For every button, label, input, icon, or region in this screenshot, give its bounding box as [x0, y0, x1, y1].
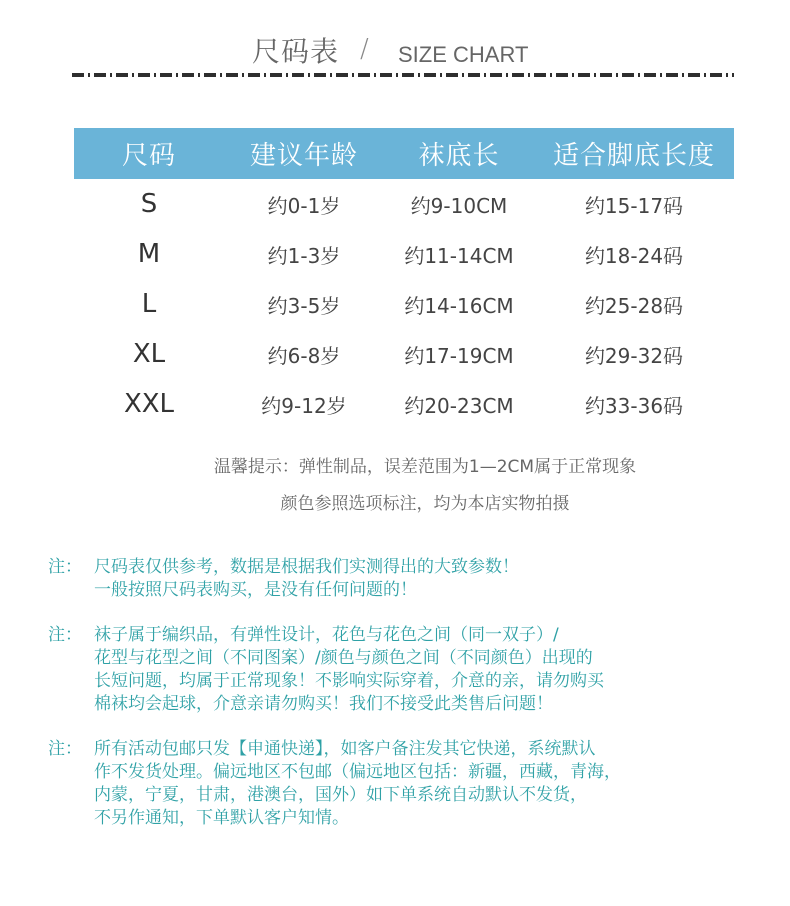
size-table	[74, 128, 734, 429]
cell-foot-length: 约29-32码	[584, 343, 684, 368]
cell-size: S	[140, 189, 158, 219]
header-sock-length: 袜底长	[384, 128, 534, 179]
cell-sock-length: 约20-23CM	[404, 393, 514, 418]
note-line: 棉袜均会起球，介意亲请勿购买！我们不接受此类售后问题！	[94, 694, 553, 714]
cell-age: 约0-1岁	[267, 193, 341, 218]
cell-sock-length: 约17-19CM	[404, 343, 514, 368]
note-line: 长短问题，均属于正常现象！不影响实际穿着，介意的亲，请勿购买	[94, 671, 604, 691]
note-size-reference	[48, 556, 768, 602]
title-separator: /	[360, 34, 369, 64]
table-row	[74, 329, 734, 379]
table-row	[74, 179, 734, 229]
cell-sock-length: 约11-14CM	[404, 243, 514, 268]
notes-section	[48, 556, 768, 852]
cell-sock-length: 约9-10CM	[410, 193, 508, 218]
tip-color: 颜色参照选项标注，均为本店实物拍摄	[280, 494, 570, 514]
cell-foot-length: 约15-17码	[584, 193, 684, 218]
header-age: 建议年龄	[224, 128, 384, 179]
note-line: 袜子属于编织品，有弹性设计，花色与花色之间（同一双子）/	[94, 625, 559, 645]
title-chinese: 尺码表	[252, 35, 340, 68]
cell-foot-length: 约18-24码	[584, 243, 684, 268]
tip-elasticity: 温馨提示：弹性制品，误差范围为1—2CM属于正常现象	[213, 457, 637, 477]
table-row	[74, 229, 734, 279]
cell-size: XXL	[123, 389, 175, 419]
title-english: SIZE CHART	[398, 42, 529, 67]
note-label: 注：	[48, 739, 82, 759]
note-shipping	[48, 738, 768, 830]
cell-age: 约6-8岁	[267, 343, 341, 368]
cell-size: XL	[132, 339, 166, 369]
table-header-row	[74, 128, 734, 179]
note-line: 不另作通知，下单默认客户知情。	[94, 808, 349, 828]
note-line: 作不发货处理。偏远地区不包邮（偏远地区包括：新疆，西藏，青海，	[94, 762, 621, 782]
size-chart-header	[0, 26, 790, 70]
cell-foot-length: 约25-28码	[584, 293, 684, 318]
note-line: 一般按照尺码表购买，是没有任何问题的！	[94, 580, 417, 600]
note-line: 所有活动包邮只发【申通快递】，如客户备注发其它快递，系统默认	[94, 739, 596, 759]
note-label: 注：	[48, 625, 82, 645]
cell-foot-length: 约33-36码	[584, 393, 684, 418]
header-size: 尺码	[74, 128, 224, 179]
note-line: 尺码表仅供参考，数据是根据我们实测得出的大致参数！	[94, 557, 519, 577]
cell-size: M	[137, 239, 161, 269]
note-line: 花型与花型之间（不同图案）/颜色与颜色之间（不同颜色）出现的	[94, 648, 593, 668]
cell-age: 约3-5岁	[267, 293, 341, 318]
cell-age: 约1-3岁	[267, 243, 341, 268]
table-row	[74, 279, 734, 329]
note-knit-variance	[48, 624, 768, 716]
cell-sock-length: 约14-16CM	[404, 293, 514, 318]
dashed-divider	[72, 73, 734, 77]
header-foot-length: 适合脚底长度	[534, 128, 734, 179]
note-label: 注：	[48, 557, 82, 577]
note-line: 内蒙，宁夏，甘肃，港澳台，国外）如下单系统自动默认不发货，	[94, 785, 587, 805]
cell-size: L	[141, 289, 157, 319]
cell-age: 约9-12岁	[261, 393, 347, 418]
table-row	[74, 379, 734, 429]
